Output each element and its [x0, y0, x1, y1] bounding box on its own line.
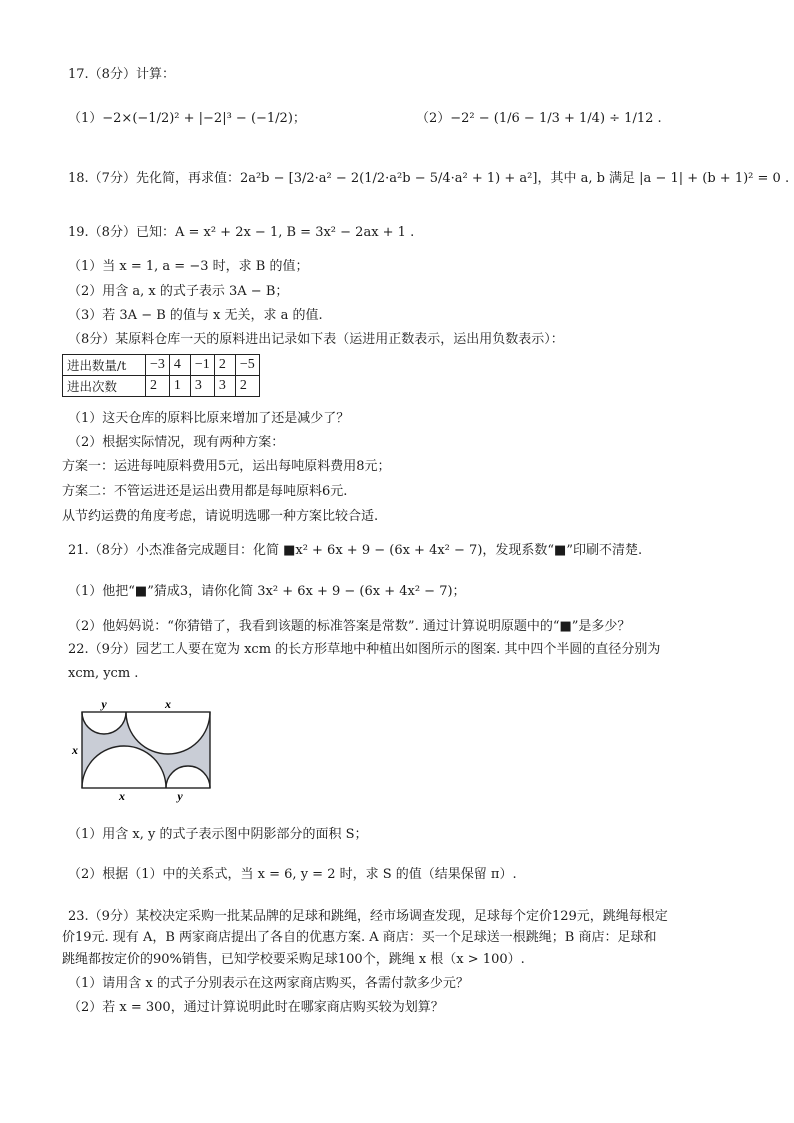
table-cell: 进出次数	[63, 376, 146, 397]
q21-part2: （2）他妈妈说：“你猜错了，我看到该题的标准答案是常数”. 通过计算说明原题中的“■”是多少？	[68, 619, 631, 634]
table-cell: 4	[169, 355, 190, 376]
table-cell: −5	[235, 355, 259, 376]
q21-part1: （1）他把“■”猜成3，请你化简 3x² + 6x + 9 − (6x + 4x² − 7)；	[68, 584, 466, 599]
table-row	[63, 355, 260, 376]
table-cell: 1	[169, 376, 190, 397]
fig-label-bottom-y: y	[177, 789, 183, 803]
fig-label-left-x: x	[72, 743, 78, 757]
q17-part1: （1）−2×(−1/2)² + |−2|³ − (−1/2)；	[68, 111, 306, 126]
table-cell: −1	[190, 355, 214, 376]
q23-line1: 23.（9分）某校决定采购一批某品牌的足球和跳绳，经市场调查发现，足球每个定价129元，跳绳每根定	[68, 909, 668, 924]
q22-part2: （2）根据（1）中的关系式，当 x = 6, y = 2 时，求 S 的值（结果保留 π）.	[68, 867, 517, 882]
table-cell: 2	[214, 355, 235, 376]
lawn-figure	[70, 698, 220, 803]
q20-plan1: 方案一：运进每吨原料费用5元，运出每吨原料费用8元；	[62, 459, 391, 474]
fig-label-top-x: x	[165, 698, 171, 711]
table-cell: 2	[146, 376, 170, 397]
table-cell: 3	[190, 376, 214, 397]
q22-heading: 22.（9分）园艺工人要在宽为 xcm 的长方形草地中种植出如图所示的图案. 其中四个半圆的直径分别为	[68, 642, 661, 657]
q23-line2: 价19元. 现有 A，B 两家商店提出了各自的优惠方案. A 商店：买一个足球送一根跳绳；B 商店：足球和	[62, 930, 657, 945]
table-cell: 2	[235, 376, 259, 397]
fig-label-bottom-x: x	[119, 789, 125, 803]
q17-heading: 17.（8分）计算：	[68, 67, 175, 82]
table-cell: 进出数量/t	[63, 355, 146, 376]
q21-heading: 21.（8分）小杰准备完成题目：化简 ■x² + 6x + 9 − (6x + 4x² − 7)，发现系数“■”印刷不清楚.	[68, 543, 643, 558]
q19-part1: （1）当 x = 1, a = −3 时，求 B 的值；	[68, 259, 309, 274]
q20-question: 从节约运费的角度考虑，请说明选哪一种方案比较合适.	[62, 509, 379, 524]
q20-plan2: 方案二：不管运进还是运出费用都是每吨原料6元.	[62, 484, 348, 499]
q23-line3: 跳绳都按定价的90%销售，已知学校要采购足球100个，跳绳 x 根（x > 100）.	[62, 952, 525, 967]
q23-part2: （2）若 x = 300，通过计算说明此时在哪家商店购买较为划算？	[68, 1000, 444, 1015]
q19-heading: 19.（8分）已知：A = x² + 2x − 1, B = 3x² − 2ax + 1 .	[68, 225, 415, 240]
table-cell: 3	[214, 376, 235, 397]
q19-part3: （3）若 3A − B 的值与 x 无关，求 a 的值.	[68, 308, 323, 323]
q20-part2: （2）根据实际情况，现有两种方案：	[68, 435, 285, 450]
record-table	[62, 354, 260, 397]
q22-heading-cont: xcm, ycm .	[68, 666, 139, 681]
table-cell: −3	[146, 355, 170, 376]
q17-part2: （2）−2² − (1/6 − 1/3 + 1/4) ÷ 1/12 .	[416, 111, 662, 126]
fig-label-top-y: y	[101, 698, 107, 711]
q19-part2: （2）用含 a, x 的式子表示 3A − B；	[68, 284, 289, 299]
q18-text: 18.（7分）先化简，再求值：2a²b − [3/2·a² − 2(1/2·a²b − 5/4·a² + 1) + a²]，其中 a, b 满足 |a − 1| + (b + 1)² = 0 .	[68, 171, 790, 186]
q20-heading: （8分）某原料仓库一天的原料进出记录如下表（运进用正数表示，运出用负数表示）：	[68, 332, 564, 347]
q22-part1: （1）用含 x, y 的式子表示图中阴影部分的面积 S；	[68, 827, 368, 842]
table-row	[63, 376, 260, 397]
q23-part1: （1）请用含 x 的式子分别表示在这两家商店购买，各需付款多少元？	[68, 976, 469, 991]
q20-part1: （1）这天仓库的原料比原来增加了还是减少了？	[68, 411, 350, 426]
